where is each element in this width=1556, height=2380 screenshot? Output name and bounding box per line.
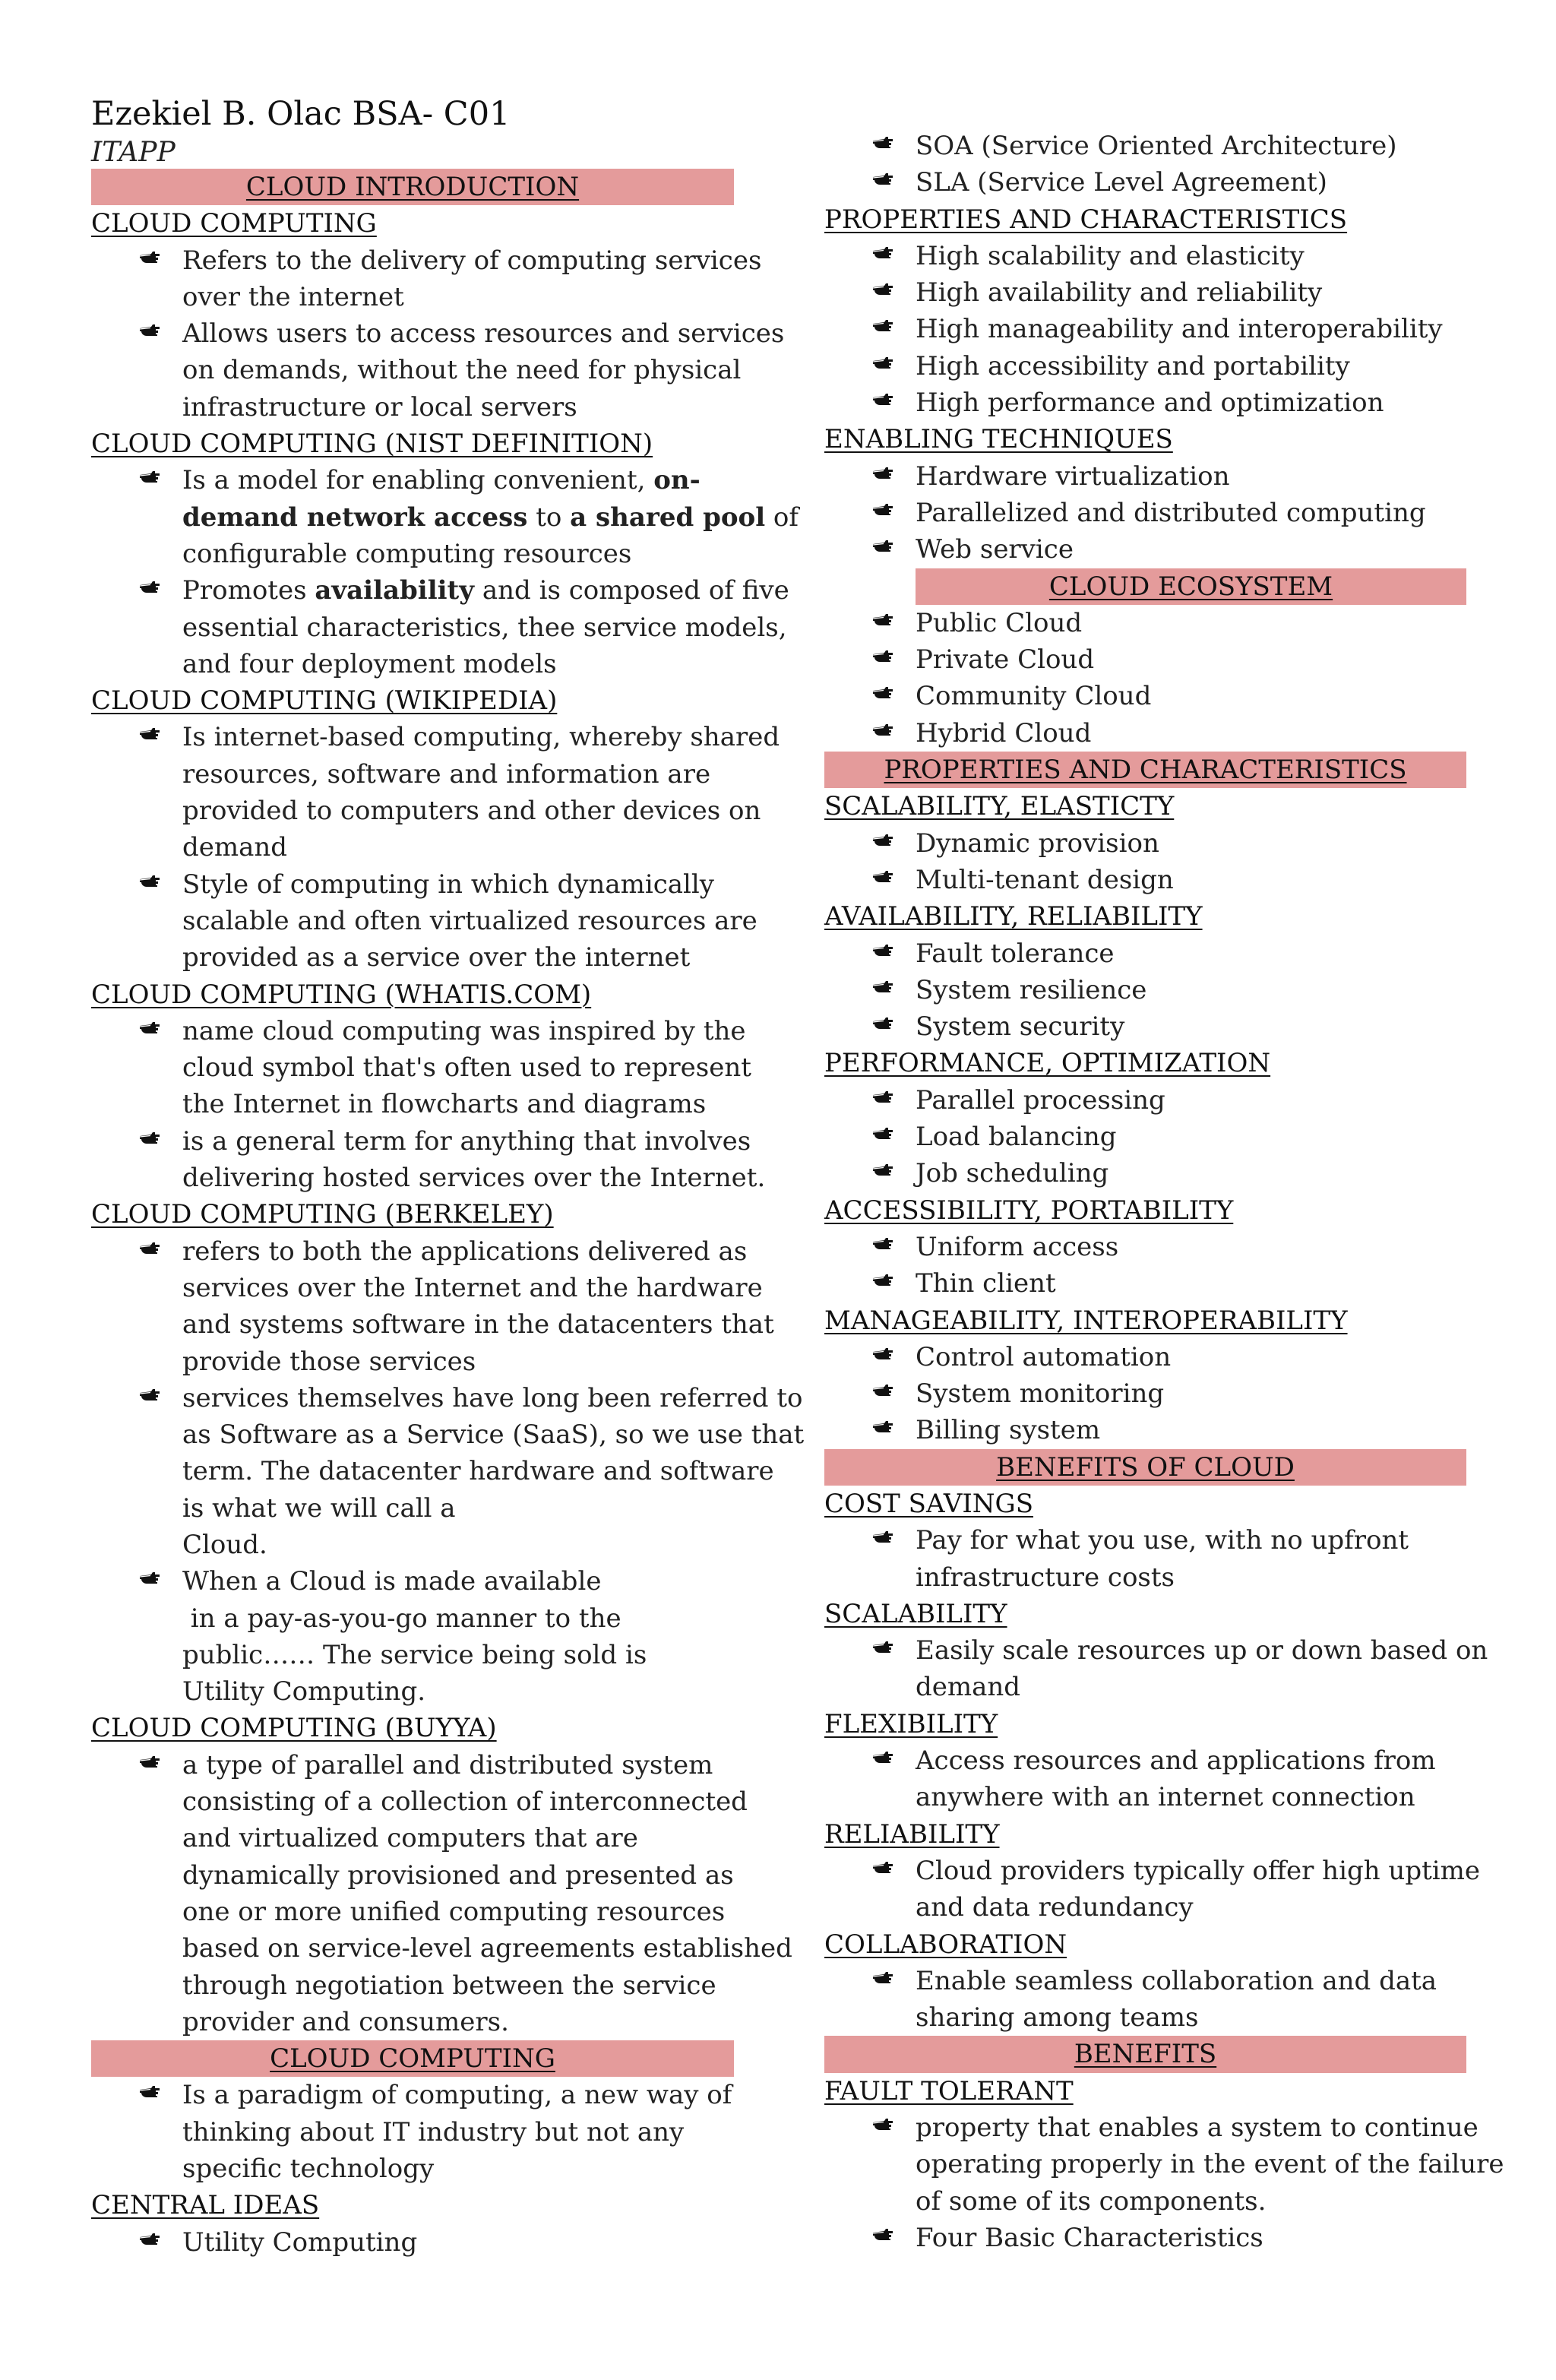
bullet-item bbox=[824, 1339, 1466, 1375]
bullet-item bbox=[91, 1233, 774, 1380]
bullet-text-line: System monitoring bbox=[916, 1378, 1165, 1410]
bullet-text-line: resources, software and information are bbox=[182, 758, 711, 790]
section-heading: ENABLING TECHNIQUES bbox=[824, 424, 1173, 455]
bullet-text-line: on demands, without the need for physical bbox=[182, 355, 742, 386]
bullet-text-line: SOA (Service Oriented Architecture) bbox=[916, 131, 1397, 161]
bullet-item bbox=[824, 385, 1466, 421]
bullet-item bbox=[824, 238, 1466, 274]
bullet-text-line: Utility Computing bbox=[182, 2227, 418, 2258]
section-heading: CLOUD COMPUTING (WHATIS.COM) bbox=[91, 979, 592, 1010]
bullet-item bbox=[91, 1747, 792, 2040]
bullet-text-line: Control automation bbox=[916, 1341, 1172, 1372]
bullet-text-line: term. The datacenter hardware and software bbox=[182, 1456, 774, 1487]
bullet-item bbox=[91, 2077, 734, 2187]
bullet-text-line: public…… The service being sold is bbox=[182, 1639, 647, 1670]
bullet-text-line: Refers to the delivery of computing services bbox=[182, 245, 762, 276]
bullet-item bbox=[91, 1123, 766, 1197]
bullet-item bbox=[824, 348, 1466, 385]
bullet-text-line: Fault tolerance bbox=[916, 938, 1115, 969]
pointing-hand-icon bbox=[138, 318, 161, 340]
pointing-hand-icon bbox=[871, 717, 894, 740]
pointing-hand-icon bbox=[871, 828, 894, 850]
bullet-text-line: delivering hosted services over the Internet. bbox=[182, 1163, 766, 1194]
pointing-hand-icon bbox=[138, 2227, 161, 2249]
bullet-text-line: and systems software in the datacenters that bbox=[182, 1309, 774, 1340]
bullet-item bbox=[91, 315, 785, 426]
bullet-text-line: Enable seamless collaboration and data bbox=[916, 1965, 1437, 1996]
bullet-text-line: Public Cloud bbox=[916, 607, 1083, 638]
pointing-hand-icon bbox=[138, 1382, 161, 1405]
bullet-text-line: and virtualized computers that are bbox=[182, 1823, 638, 1854]
pointing-hand-icon bbox=[871, 130, 894, 153]
section-banner: BENEFITS bbox=[824, 2036, 1466, 2072]
pointing-hand-icon bbox=[871, 938, 894, 961]
section-heading: CLOUD COMPUTING (WIKIPEDIA) bbox=[91, 685, 558, 717]
bullet-item bbox=[824, 715, 1466, 752]
bullet-item bbox=[824, 128, 1466, 164]
bullet-text-line: demand bbox=[182, 832, 288, 863]
pointing-hand-icon bbox=[871, 387, 894, 410]
bullet-text-line: Four Basic Characteristics bbox=[916, 2222, 1263, 2253]
bullet-text-line: Private Cloud bbox=[916, 644, 1095, 676]
pointing-hand-icon bbox=[871, 1084, 894, 1107]
bullet-item bbox=[824, 1375, 1466, 1412]
section-heading: FLEXIBILITY bbox=[824, 1708, 998, 1739]
pointing-hand-icon bbox=[871, 2222, 894, 2245]
pointing-hand-icon bbox=[138, 464, 161, 487]
bullet-text-line: System resilience bbox=[916, 974, 1147, 1005]
section-banner: BENEFITS OF CLOUD bbox=[824, 1449, 1466, 1486]
section-heading: RELIABILITY bbox=[824, 1818, 1000, 1850]
pointing-hand-icon bbox=[871, 497, 894, 520]
bullet-item bbox=[824, 1229, 1466, 1265]
bullet-text-line: demand network access to a shared pool of bbox=[182, 502, 799, 533]
pointing-hand-icon bbox=[138, 721, 161, 744]
bullet-item bbox=[824, 458, 1466, 495]
section-heading: CENTRAL IDEAS bbox=[91, 2190, 320, 2221]
bullet-text-line: Hybrid Cloud bbox=[916, 717, 1092, 748]
section-banner: PROPERTIES AND CHARACTERISTICS bbox=[824, 752, 1466, 788]
pointing-hand-icon bbox=[138, 245, 161, 267]
section-heading: COLLABORATION bbox=[824, 1929, 1067, 1960]
bullet-item bbox=[91, 572, 789, 682]
bullet-item bbox=[824, 1265, 1466, 1302]
bullet-item bbox=[824, 531, 1466, 568]
bullet-text-line: High accessibility and portability bbox=[916, 350, 1350, 381]
bullet-text-line: infrastructure costs bbox=[916, 1562, 1175, 1593]
section-heading: SCALABILITY, ELASTICTY bbox=[824, 791, 1175, 822]
bullet-text-line: operating properly in the event of the failure bbox=[916, 2149, 1504, 2180]
bullet-text-line: provider and consumers. bbox=[182, 2006, 509, 2037]
pointing-hand-icon bbox=[871, 1855, 894, 1878]
bullet-item bbox=[824, 1522, 1466, 1596]
section-heading: COST SAVINGS bbox=[824, 1488, 1034, 1519]
section-heading: PROPERTIES AND CHARACTERISTICS bbox=[824, 204, 1348, 235]
pointing-hand-icon bbox=[871, 240, 894, 263]
bullet-text-line: is what we will call a bbox=[182, 1492, 456, 1524]
pointing-hand-icon bbox=[871, 350, 894, 373]
bullet-item bbox=[824, 1963, 1466, 2037]
bullet-item bbox=[824, 1008, 1466, 1045]
bullet-text-line: Is a paradigm of computing, a new way of bbox=[182, 2080, 732, 2111]
bullet-text-line: Job scheduling bbox=[916, 1158, 1109, 1189]
bullet-text-line: Parallel processing bbox=[916, 1084, 1165, 1116]
course-code: ITAPP bbox=[91, 137, 176, 168]
bullet-item bbox=[824, 1742, 1466, 1816]
bullet-item bbox=[824, 678, 1466, 714]
pointing-hand-icon bbox=[871, 1745, 894, 1768]
bullet-text-line: Community Cloud bbox=[916, 681, 1152, 712]
bullet-text-line: in a pay-as-you-go manner to the bbox=[182, 1603, 621, 1634]
left-column-body bbox=[91, 169, 805, 2261]
pointing-hand-icon bbox=[138, 1015, 161, 1038]
pointing-hand-icon bbox=[871, 1011, 894, 1033]
bullet-text-line: over the internet bbox=[182, 281, 404, 312]
bullet-item bbox=[91, 1013, 751, 1123]
bullet-item bbox=[824, 935, 1466, 972]
left-column bbox=[91, 91, 805, 2261]
pointing-hand-icon bbox=[871, 1121, 894, 1144]
bullet-text-line: Uniform access bbox=[916, 1231, 1119, 1262]
bullet-item bbox=[824, 1082, 1466, 1119]
bullet-item bbox=[824, 1632, 1488, 1706]
bullet-item bbox=[824, 1853, 1480, 1926]
bullet-text-line: the Internet in flowcharts and diagrams bbox=[182, 1089, 707, 1120]
bullet-text-line: consisting of a collection of interconnected bbox=[182, 1787, 748, 1818]
pointing-hand-icon bbox=[871, 1378, 894, 1400]
section-heading: PERFORMANCE, OPTIMIZATION bbox=[824, 1048, 1271, 1079]
bullet-text-line: through negotiation between the service bbox=[182, 1970, 716, 2001]
bullet-text-line: and data redundancy bbox=[916, 1892, 1194, 1923]
bullet-item bbox=[824, 164, 1466, 201]
bullet-item bbox=[824, 862, 1466, 898]
section-banner: CLOUD INTRODUCTION bbox=[91, 169, 734, 205]
bullet-text-line: demand bbox=[916, 1672, 1021, 1703]
pointing-hand-icon bbox=[871, 1414, 894, 1437]
pointing-hand-icon bbox=[871, 1524, 894, 1547]
bullet-text-line: Web service bbox=[916, 534, 1074, 565]
bullet-text-line: High performance and optimization bbox=[916, 388, 1384, 419]
bullet-text-line: a type of parallel and distributed system bbox=[182, 1749, 713, 1780]
bullet-item bbox=[824, 1155, 1466, 1192]
bullet-text-line: scalable and often virtualized resources are bbox=[182, 905, 757, 936]
bullet-text-line: as Software as a Service (SaaS), so we use that bbox=[182, 1419, 805, 1451]
bullet-text-line: provide those services bbox=[182, 1346, 476, 1377]
pointing-hand-icon bbox=[871, 533, 894, 556]
section-heading: CLOUD COMPUTING (BUYYA) bbox=[91, 1713, 497, 1744]
section-banner: CLOUD COMPUTING bbox=[91, 2040, 734, 2077]
right-column-body bbox=[824, 128, 1504, 2256]
bullet-text-line: provided as a service over the internet bbox=[182, 942, 691, 973]
bullet-text-line: Thin client bbox=[916, 1268, 1056, 1299]
bullet-text-line: System security bbox=[916, 1011, 1125, 1043]
pointing-hand-icon bbox=[871, 607, 894, 630]
bullet-text-line: anywhere with an internet connection bbox=[916, 1782, 1415, 1813]
bullet-item bbox=[824, 311, 1466, 347]
pointing-hand-icon bbox=[871, 1231, 894, 1254]
pointing-hand-icon bbox=[871, 1965, 894, 1988]
bullet-text-line: dynamically provisioned and presented as bbox=[182, 1859, 734, 1891]
bullet-text-line: Access resources and applications from bbox=[916, 1745, 1436, 1777]
section-banner: CLOUD ECOSYSTEM bbox=[916, 568, 1466, 605]
bullet-item bbox=[824, 1412, 1466, 1448]
bullet-item bbox=[824, 2220, 1466, 2256]
bullet-item bbox=[824, 495, 1466, 531]
pointing-hand-icon bbox=[871, 644, 894, 666]
pointing-hand-icon bbox=[871, 864, 894, 887]
pointing-hand-icon bbox=[138, 1749, 161, 1772]
bullet-text-line: refers to both the applications delivered as bbox=[182, 1236, 748, 1267]
bullet-item bbox=[824, 641, 1466, 678]
bullet-text-line: provided to computers and other devices on bbox=[182, 796, 761, 827]
bullet-text-line: Cloud providers typically offer high uptime bbox=[916, 1855, 1480, 1886]
bullet-text-line: is a general term for anything that involves bbox=[182, 1125, 751, 1157]
bullet-text-line: Pay for what you use, with no upfront bbox=[916, 1525, 1409, 1556]
bullet-text-line: of some of its components. bbox=[916, 2185, 1267, 2217]
bullet-text-line: Hardware virtualization bbox=[916, 460, 1230, 492]
bullet-text-line: sharing among teams bbox=[916, 2002, 1199, 2033]
bullet-text-line: High scalability and elasticity bbox=[916, 240, 1305, 271]
bullet-item bbox=[824, 274, 1466, 311]
pointing-hand-icon bbox=[138, 1125, 161, 1148]
bullet-text-line: thinking about IT industry but not any bbox=[182, 2116, 685, 2147]
pointing-hand-icon bbox=[138, 574, 161, 597]
bullet-item bbox=[824, 2109, 1504, 2220]
bullet-text-line: specific technology bbox=[182, 2154, 435, 2185]
bullet-text-line: services themselves have long been referred to bbox=[182, 1382, 803, 1413]
bullet-text-line: infrastructure or local servers bbox=[182, 391, 577, 423]
bullet-text-line: one or more unified computing resources bbox=[182, 1896, 726, 1927]
bullet-text-line: configurable computing resources bbox=[182, 538, 632, 569]
bullet-text-line: High availability and reliability bbox=[916, 277, 1323, 309]
section-heading: CLOUD COMPUTING (NIST DEFINITION) bbox=[91, 429, 653, 460]
bullet-text-line: Promotes availability and is composed of five bbox=[182, 575, 789, 606]
pointing-hand-icon bbox=[871, 1268, 894, 1290]
pointing-hand-icon bbox=[871, 2112, 894, 2135]
pointing-hand-icon bbox=[871, 1635, 894, 1657]
bullet-text-line: Utility Computing. bbox=[182, 1676, 426, 1707]
section-heading: CLOUD COMPUTING bbox=[91, 208, 377, 239]
bullet-text-line: Style of computing in which dynamically bbox=[182, 869, 714, 900]
pointing-hand-icon bbox=[871, 313, 894, 336]
bullet-item bbox=[91, 866, 757, 976]
bullet-text-line: SLA (Service Level Agreement) bbox=[916, 167, 1327, 198]
bullet-item bbox=[824, 1119, 1466, 1155]
bullet-text-line: essential characteristics, thee service models, bbox=[182, 612, 787, 643]
section-heading: MANAGEABILITY, INTEROPERABILITY bbox=[824, 1305, 1348, 1336]
section-heading: ACCESSIBILITY, PORTABILITY bbox=[824, 1195, 1234, 1226]
bullet-text-line: Parallelized and distributed computing bbox=[916, 497, 1426, 528]
bullet-item bbox=[91, 242, 762, 316]
bullet-item bbox=[824, 972, 1466, 1008]
pointing-hand-icon bbox=[871, 1157, 894, 1180]
bullet-text-line: When a Cloud is made available bbox=[182, 1566, 602, 1597]
bullet-text-line: cloud symbol that's often used to represent bbox=[182, 1052, 751, 1084]
bullet-text-line: based on service-level agreements established bbox=[182, 1933, 792, 1964]
bullet-text-line: Dynamic provision bbox=[916, 828, 1159, 859]
bullet-text-line: and four deployment models bbox=[182, 648, 557, 679]
pointing-hand-icon bbox=[871, 680, 894, 703]
pointing-hand-icon bbox=[138, 869, 161, 891]
bullet-text-line: Is internet-based computing, whereby shared bbox=[182, 722, 780, 753]
bullet-text-line: property that enables a system to continue bbox=[916, 2113, 1479, 2144]
bullet-text-line: Multi-tenant design bbox=[916, 864, 1174, 895]
section-heading: FAULT TOLERANT bbox=[824, 2075, 1074, 2106]
pointing-hand-icon bbox=[138, 1565, 161, 1588]
pointing-hand-icon bbox=[138, 2079, 161, 2102]
right-column bbox=[824, 128, 1504, 2256]
bullet-text-line: name cloud computing was inspired by the bbox=[182, 1015, 746, 1046]
pointing-hand-icon bbox=[871, 166, 894, 189]
bullet-item bbox=[91, 2224, 734, 2261]
bullet-text-line: Is a model for enabling convenient, on- bbox=[182, 465, 701, 496]
bullet-item bbox=[91, 1563, 734, 1710]
bullet-text-line: Cloud. bbox=[182, 1529, 267, 1560]
section-heading: SCALABILITY bbox=[824, 1598, 1007, 1629]
section-heading: AVAILABILITY, RELIABILITY bbox=[824, 901, 1203, 932]
bullet-item bbox=[824, 605, 1466, 641]
bullet-text-line: Billing system bbox=[916, 1415, 1101, 1446]
bullet-text-line: Easily scale resources up or down based on bbox=[916, 1635, 1488, 1666]
bullet-item bbox=[91, 462, 799, 572]
pointing-hand-icon bbox=[871, 460, 894, 483]
bullet-item bbox=[824, 825, 1466, 862]
pointing-hand-icon bbox=[871, 277, 894, 299]
bullet-text-line: High manageability and interoperability bbox=[916, 314, 1443, 345]
pointing-hand-icon bbox=[138, 1236, 161, 1258]
pointing-hand-icon bbox=[871, 1341, 894, 1364]
bullet-item bbox=[91, 719, 780, 866]
bullet-text-line: services over the Internet and the hardware bbox=[182, 1272, 763, 1303]
bullet-item bbox=[91, 1380, 805, 1563]
bullet-text-line: Allows users to access resources and services bbox=[182, 318, 785, 350]
pointing-hand-icon bbox=[871, 974, 894, 997]
author-name: Ezekiel B. Olac BSA- C01 bbox=[91, 95, 511, 133]
bullet-text-line: Load balancing bbox=[916, 1122, 1117, 1153]
section-heading: CLOUD COMPUTING (BERKELEY) bbox=[91, 1199, 554, 1230]
